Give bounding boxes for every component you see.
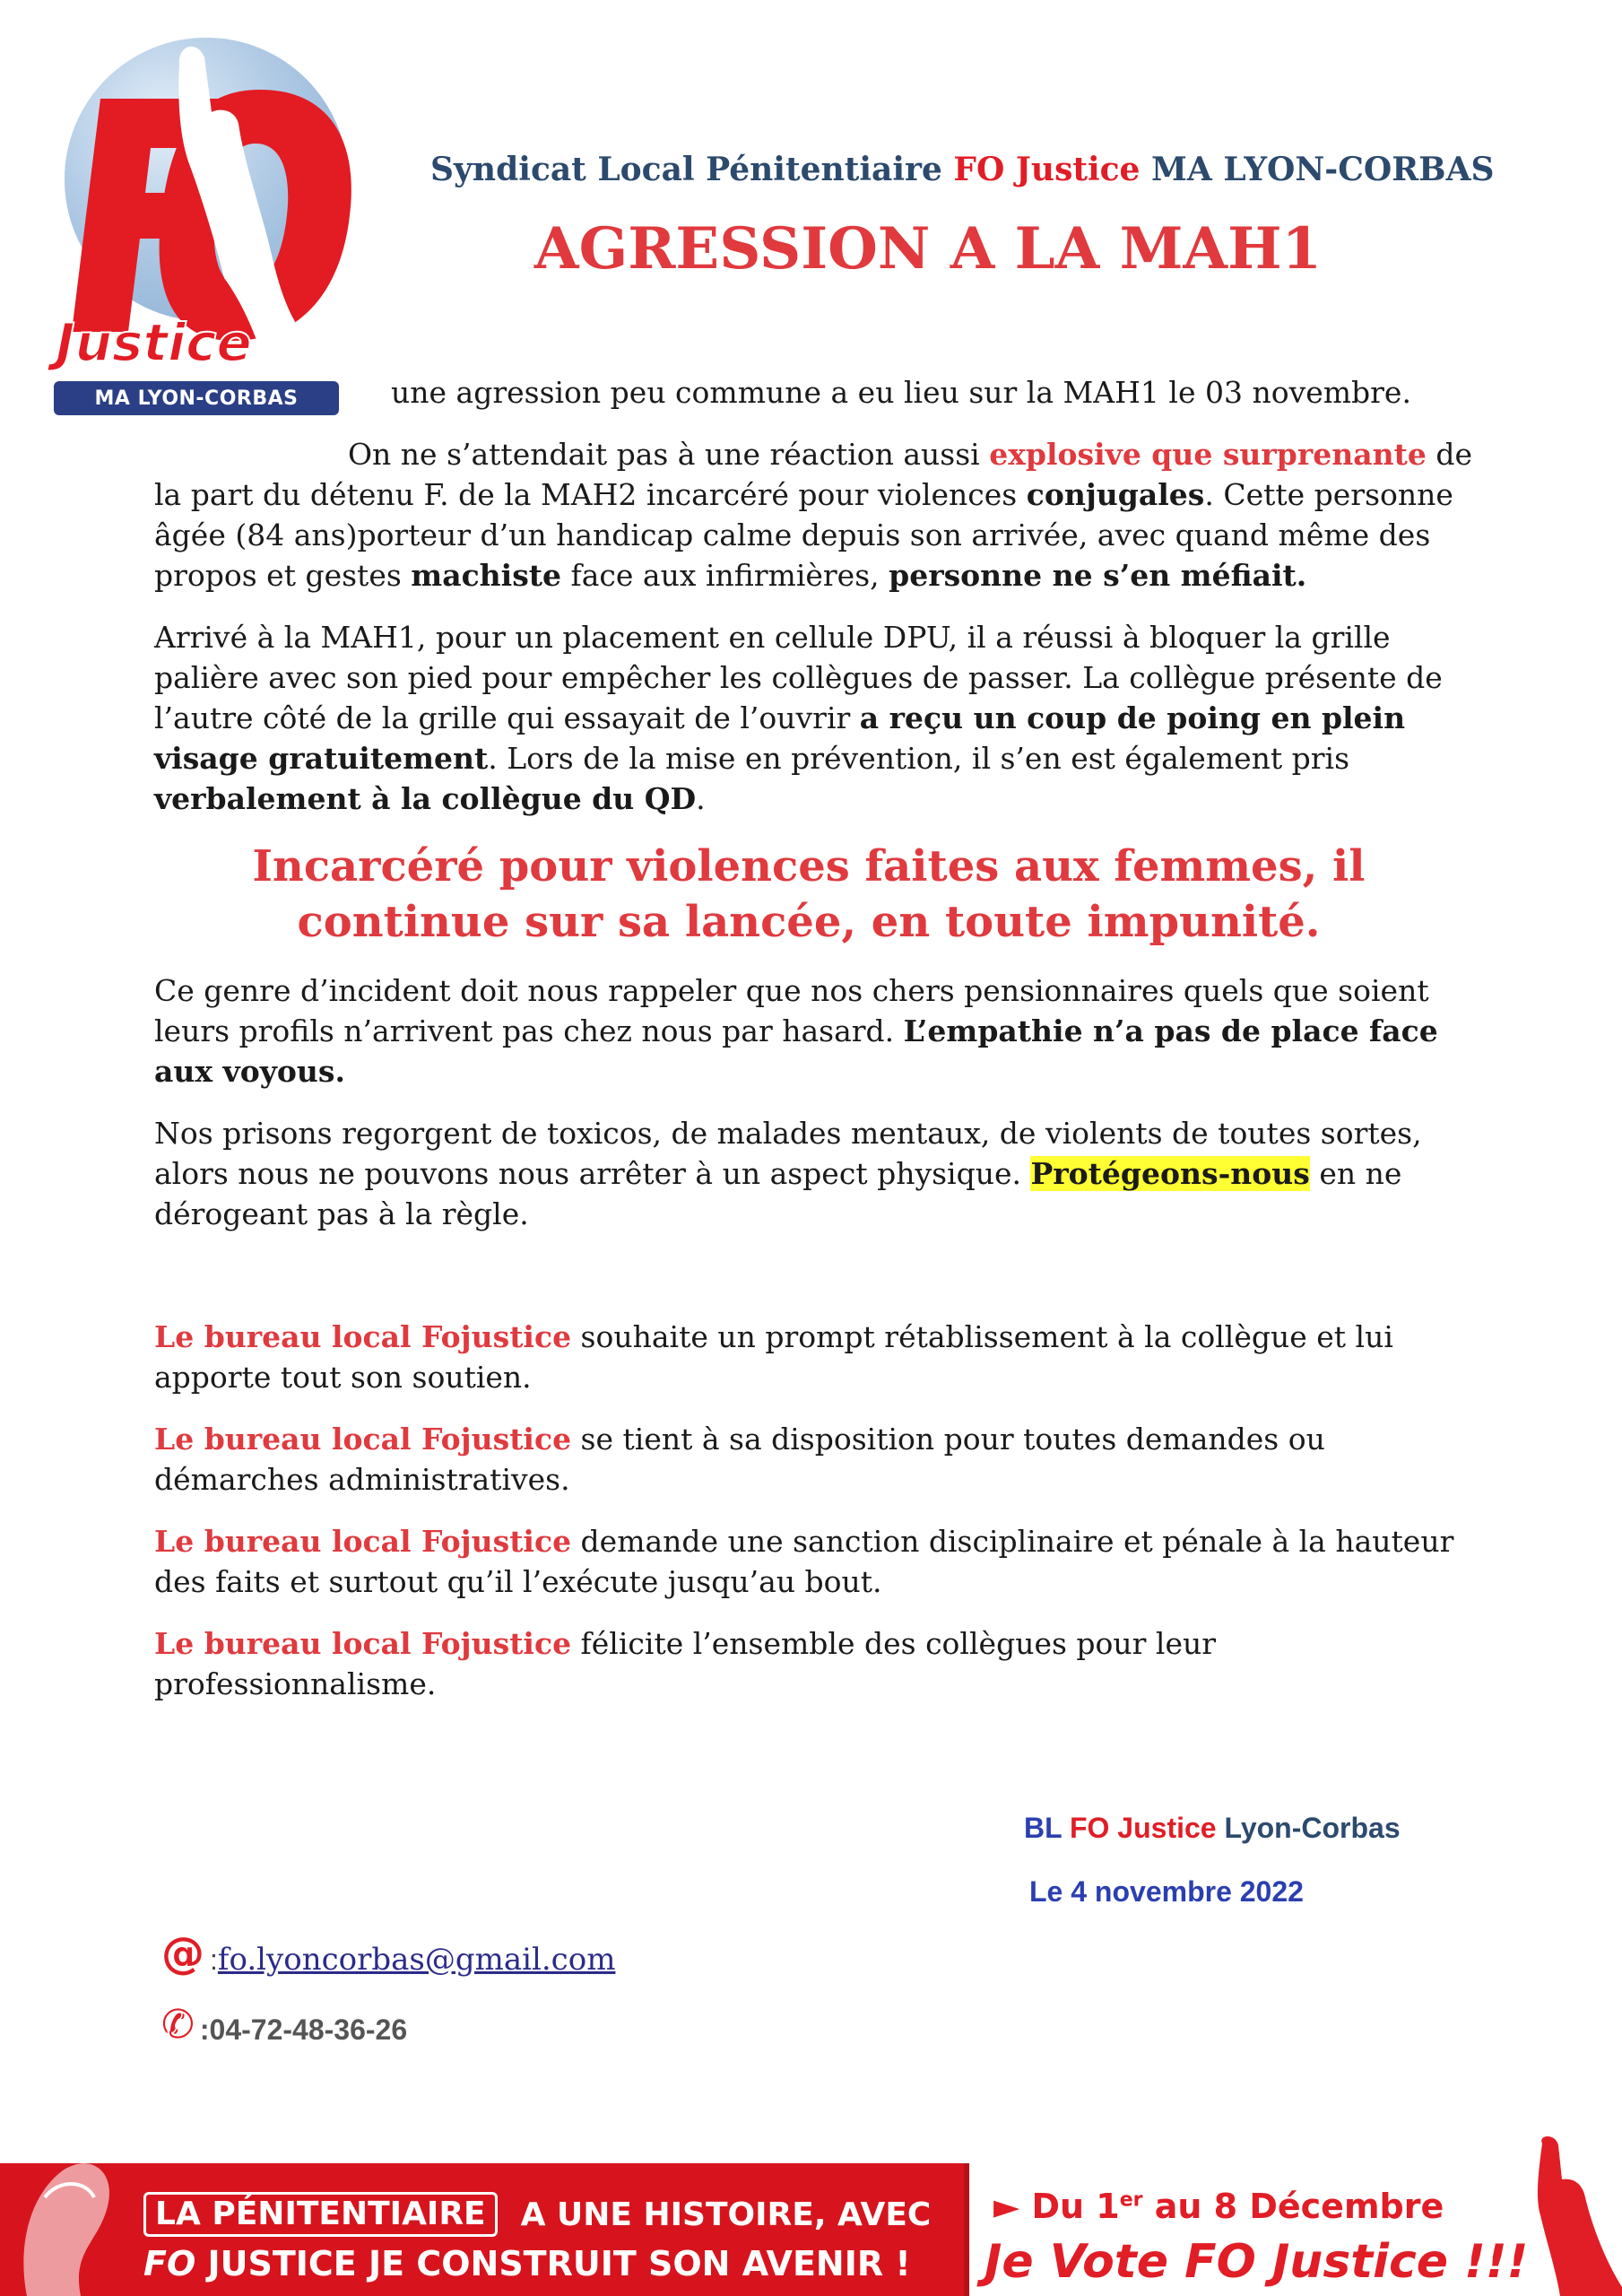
email-row: [161, 1928, 615, 1979]
organization-line: [430, 151, 1495, 188]
phone-number: :04-72-48-36-26: [199, 2013, 408, 2046]
callout-heading: Incarcéré pour violences faites aux femmes, il continue sur sa lancée, en toute impunité.: [252, 841, 1366, 947]
org-site: MA LYON-CORBAS: [1140, 151, 1495, 188]
fo-justice-logo: [36, 27, 377, 413]
email-link[interactable]: fo.lyoncorbas@gmail.com: [217, 1942, 616, 1978]
paragraph-3: Ce genre d’incident doit nous rappeler que nos chers pensionnaires quels que soient leurs profils n’arrivent pas chez nous par hasard. L’empathie n’a pas de place face aux voyous.: [154, 973, 1438, 1089]
logo-badge: MA LYON-CORBAS: [54, 381, 339, 415]
intro-line: une agression peu commune a eu lieu sur la MAH1 le 03 novembre.: [391, 375, 1411, 410]
phone-icon: ✆: [161, 2002, 195, 2048]
paragraph-4: Nos prisons regorgent de toxicos, de malades mentaux, de violents de toutes sortes, alors nous ne pouvons nous arrêter à un aspect physique. Protégeons-nous en ne dérogeant pas à la règle.: [154, 1116, 1422, 1231]
banner-line-1: [143, 2192, 931, 2237]
banner-vote-slogan: Je Vote FO Justice !!!: [984, 2235, 1529, 2289]
paragraph-2: Arrivé à la MAH1, pour un placement en cellule DPU, il a réussi à bloquer la grille palière avec son pied pour empêcher les collègues de passer. La collègue présente de l’autre côté de la grille qui essayait de l’ouvrir a reçu un coup de poing en plein visage gratuitement. Lors de la mise en prévention, il s’en est également pris verbalement à la collègue du QD.: [154, 620, 1443, 816]
page-title: AGRESSION A LA MAH1: [533, 215, 1323, 283]
banner-divider: [964, 2163, 969, 2296]
bureau-statement-4: Le bureau local Fojustice félicite l’ensemble des collègues pour leur professionnalisme.: [154, 1626, 1217, 1701]
email-colon: :: [210, 1943, 218, 1976]
bureau-statement-3: Le bureau local Fojustice demande une sanction disciplinaire et pénale à la hauteur des faits et surtout qu’il l’exécute jusqu’au bout.: [154, 1524, 1454, 1599]
org-brand: FO Justice: [953, 151, 1141, 188]
signature-date: Le 4 novembre 2022: [1029, 1875, 1304, 1908]
banner-dates: ► Du 1er au 8 Décembre: [993, 2187, 1444, 2226]
bureau-statement-2: Le bureau local Fojustice se tient à sa disposition pour toutes demandes ou démarches administratives.: [154, 1422, 1325, 1497]
signature-line: BL FO Justice Lyon-Corbas: [1024, 1812, 1401, 1844]
marianne-icon: [9, 2144, 126, 2296]
at-icon: @: [161, 1928, 204, 1979]
bureau-statement-1: Le bureau local Fojustice souhaite un prompt rétablissement à la collègue et lui apporte tout son soutien.: [154, 1319, 1393, 1395]
phone-row: [161, 2002, 407, 2048]
banner-line-2: FO JUSTICE JE CONSTRUIT SON AVENIR !: [143, 2244, 911, 2283]
footer-banner: [0, 2135, 1622, 2296]
org-name: Syndicat Local Pénitentiaire: [430, 151, 954, 188]
logo-word: Justice: [56, 312, 252, 373]
highlighted-text: Protégeons-nous: [1030, 1156, 1310, 1191]
paragraph-1: On ne s’attendait pas à une réaction aussi explosive que surprenante de la part du détenu F. de la MAH2 incarcéré pour violences conjugales. Cette personne âgée (84 ans)porteur d’un handicap calme depuis son arrivée, avec quand même des propos et gestes machiste face aux infirmières, personne ne s’en méfiait.: [154, 437, 1473, 593]
banner-box-label: LA PÉNITENTIAIRE: [143, 2192, 498, 2237]
banner-line-1-text: A UNE HISTOIRE, AVEC: [520, 2196, 932, 2233]
raised-fist-icon: [1506, 2135, 1622, 2296]
